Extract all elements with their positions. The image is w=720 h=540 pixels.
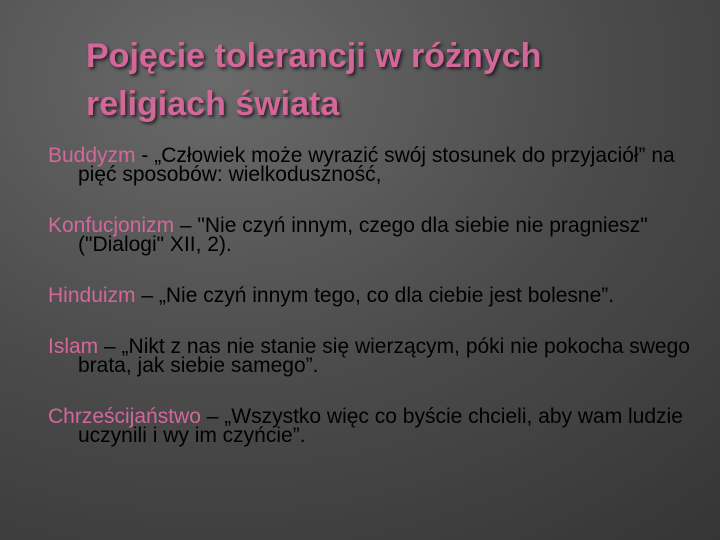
item-separator: - <box>135 144 155 167</box>
item-term: Buddyzm <box>48 144 136 167</box>
item-separator: – <box>135 284 159 307</box>
list-item-chrzescijanstwo <box>48 407 708 445</box>
item-separator: – <box>200 405 225 428</box>
item-text: "Nie czyń innym, czego dla siebie nie pragniesz" ("Dialogi" XII, 2). <box>78 214 648 256</box>
item-text: „Nikt z nas nie stanie się wierzącym, póki nie pokocha swego brata, jak siebie samego”. <box>78 335 690 377</box>
slide-title: Pojęcie tolerancji w różnych religiach świata <box>86 37 542 123</box>
item-term: Hinduizm <box>48 284 136 307</box>
item-term: Islam <box>48 335 99 358</box>
list-item-hinduizm <box>48 286 708 305</box>
list-item-buddyzm <box>48 146 708 184</box>
item-separator: – <box>98 335 122 358</box>
item-text: „Wszystko więc co byście chcieli, aby wam ludzie uczynili i wy im czyńcie”. <box>78 405 683 447</box>
list-item-islam <box>48 337 708 375</box>
item-term: Chrześcijaństwo <box>48 405 201 428</box>
item-separator: – <box>174 214 198 237</box>
item-text: „Nie czyń innym tego, co dla ciebie jest bolesne”. <box>158 284 615 307</box>
list-item-konfucjonizm <box>48 216 708 254</box>
item-term: Konfucjonizm <box>48 214 175 237</box>
item-text: „Człowiek może wyrazić swój stosunek do przyjaciół” na pięć sposobów: wielkoduszność, <box>78 144 675 186</box>
slide-content <box>48 146 708 445</box>
